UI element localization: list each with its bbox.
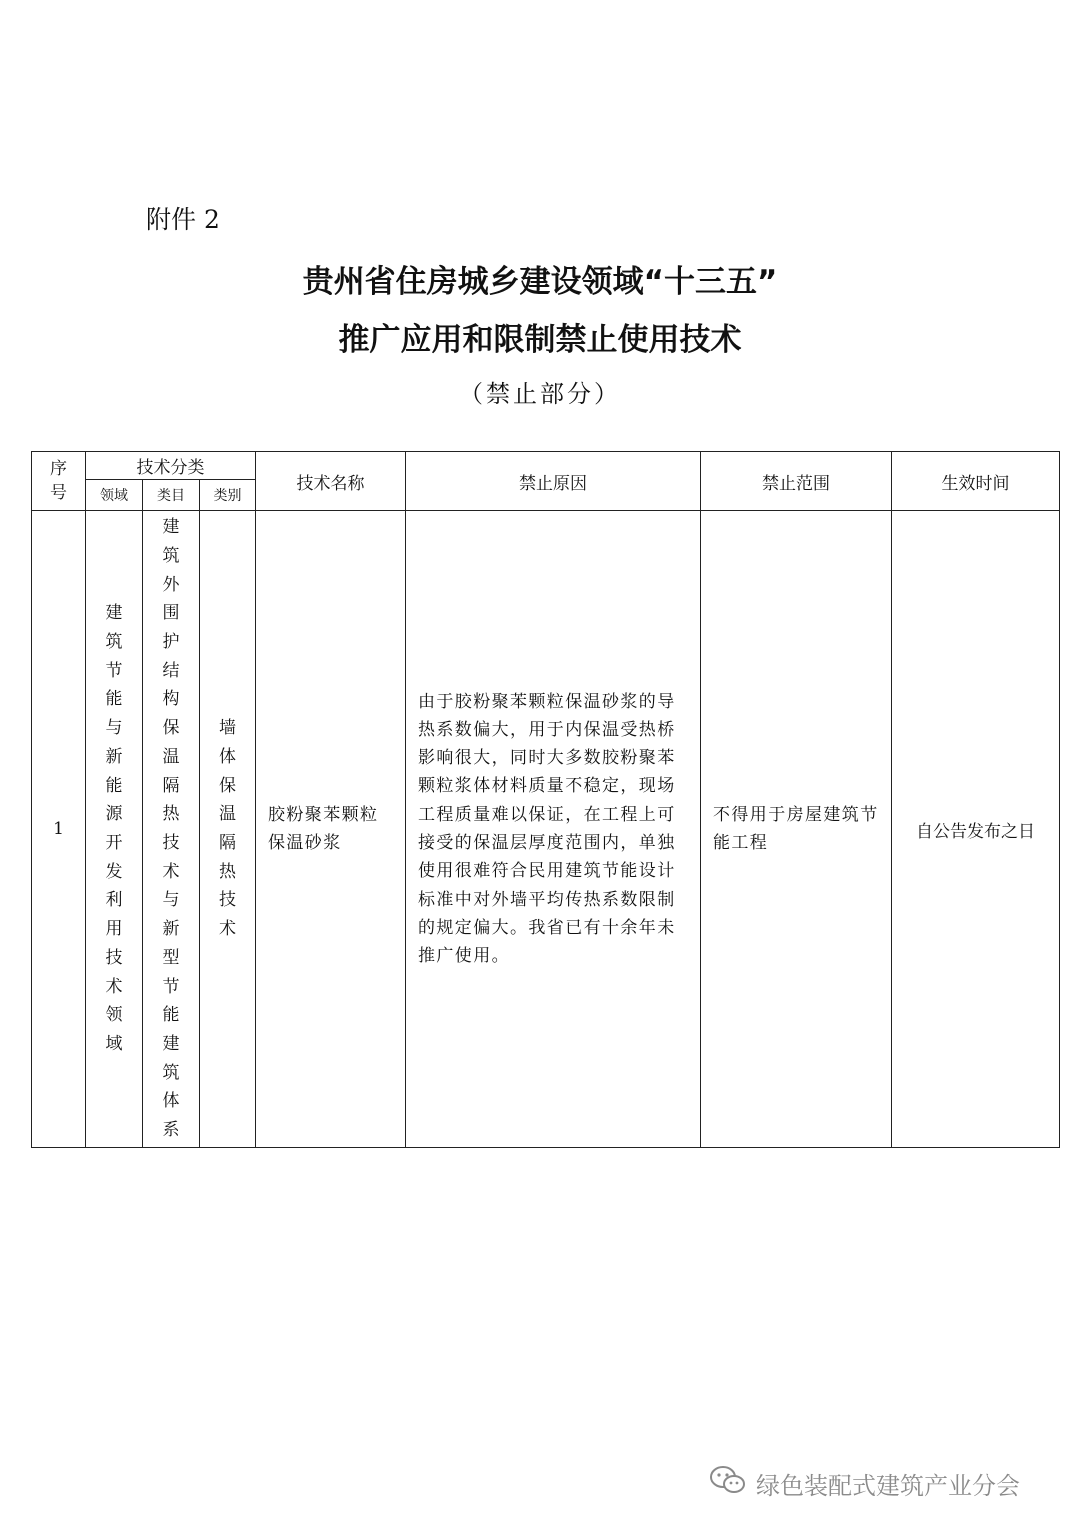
header-tech-name: 技术名称 (256, 452, 406, 511)
cell-scope (701, 511, 892, 1148)
header-seq (32, 452, 86, 511)
cell-reason (406, 511, 701, 1148)
cell-category-text: 建筑外围护结构保温隔热技术与新型节能建筑体系 (162, 517, 180, 1141)
cell-type (200, 511, 256, 1148)
cell-effective: 自公告发布之日 (892, 511, 1060, 1148)
attachment-label: 附件 2 (146, 205, 220, 234)
cell-type-text: 墙体保温隔热技术 (219, 718, 236, 940)
header-category: 类目 (143, 480, 200, 511)
header-seq-label: 序号 (50, 459, 67, 503)
cell-domain-text: 建筑节能与新能源开发利用技术领域 (105, 603, 123, 1054)
cell-category (143, 511, 200, 1148)
prohibited-technology-table (31, 451, 1060, 1148)
header-domain: 领域 (86, 480, 143, 511)
watermark-text: 绿色装配式建筑产业分会 (756, 1471, 1020, 1500)
watermark (708, 1464, 1020, 1502)
document-subtitle: （禁止部分） (459, 380, 621, 408)
document-title-line-2: 推广应用和限制禁止使用技术 (338, 322, 742, 358)
wechat-icon (708, 1464, 748, 1502)
table-row (32, 511, 1060, 1148)
document-title-line-1: 贵州省住房城乡建设领域“十三五” (302, 264, 778, 300)
header-type: 类别 (200, 480, 256, 511)
cell-tech-name (256, 511, 406, 1148)
cell-domain (86, 511, 143, 1148)
cell-scope-text: 不得用于房屋建筑节能工程 (713, 804, 879, 853)
header-reason: 禁止原因 (406, 452, 701, 511)
header-effective: 生效时间 (892, 452, 1060, 511)
cell-tech-name-text: 胶粉聚苯颗粒保温砂浆 (268, 804, 379, 853)
cell-seq: 1 (32, 511, 86, 1148)
header-scope: 禁止范围 (701, 452, 892, 511)
header-classification: 技术分类 (86, 452, 256, 480)
cell-reason-text: 由于胶粉聚苯颗粒保温砂浆的导热系数偏大，用于内保温受热桥影响很大，同时大多数胶粉聚苯颗粒浆体材料质量不稳定，现场工程质量难以保证，在工程上可接受的保温层厚度范围内，单独使用很难符合民用建筑节能设计标准中对外墙平均传热系数限制的规定偏大。我省已有十余年未推广使用。 (418, 691, 676, 967)
